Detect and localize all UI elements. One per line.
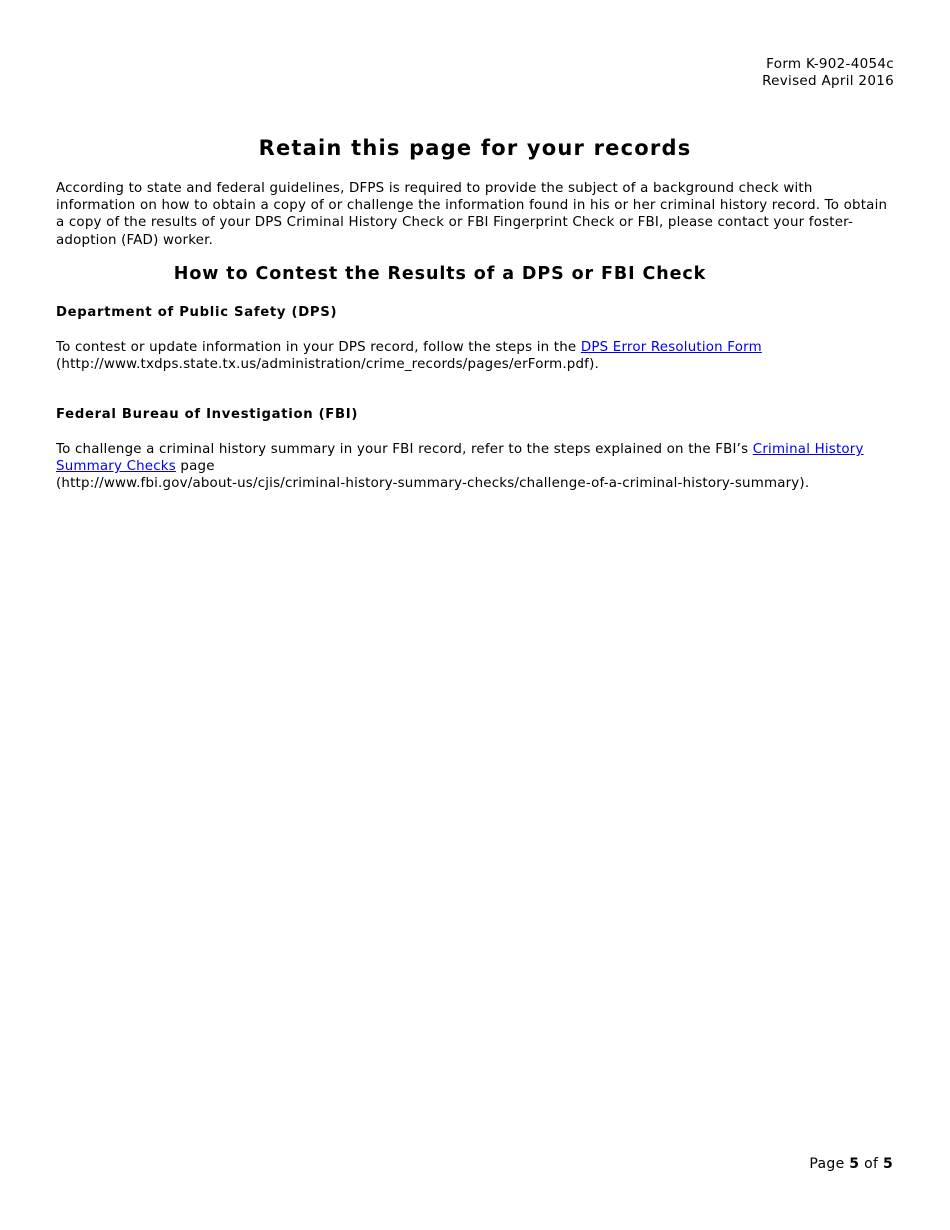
page-title: Retain this page for your records: [258, 136, 692, 160]
page-label: Page: [809, 1156, 845, 1172]
form-identifier: [762, 56, 894, 90]
page-number: [809, 1156, 893, 1172]
criminal-history-summary-checks-link[interactable]: Criminal History Summary Checks: [56, 442, 864, 474]
dps-url-text: (http://www.txdps.state.tx.us/administration/crime_records/pages/erForm.pdf).: [56, 357, 599, 372]
form-number: Form K-902-4054c: [766, 56, 894, 72]
fbi-section-text: [56, 441, 896, 492]
fbi-section-heading: Federal Bureau of Investigation (FBI): [56, 407, 359, 422]
contest-results-heading: How to Contest the Results of a DPS or FBI Check: [173, 264, 707, 284]
fbi-url-text: (http://www.fbi.gov/about-us/cjis/criminal-history-summary-checks/challenge-of-a-criminal-history-summary).: [56, 476, 810, 491]
of-label: of: [864, 1156, 879, 1172]
current-page-number: 5: [849, 1156, 860, 1172]
revision-date: Revised April 2016: [762, 73, 894, 89]
total-pages-number: 5: [882, 1156, 893, 1172]
intro-paragraph: According to state and federal guidelines, DFPS is required to provide the subject of a background check with information on how to obtain a copy of or challenge the information found in his or her criminal history record. To obtain a copy of the results of your DPS Criminal History Check or FBI Fingerprint Check or FBI, please contact your foster-adoption (FAD) worker.: [56, 181, 888, 248]
dps-section-heading: Department of Public Safety (DPS): [56, 305, 338, 320]
dps-error-resolution-form-link[interactable]: DPS Error Resolution Form: [580, 340, 762, 355]
fbi-text-before: To challenge a criminal history summary in your FBI record, refer to the steps explained on the FBI’s: [56, 442, 753, 457]
fbi-text-mid: page: [175, 459, 215, 474]
dps-text-before: To contest or update information in your DPS record, follow the steps in the: [56, 340, 581, 355]
dps-section-text: [56, 339, 896, 373]
